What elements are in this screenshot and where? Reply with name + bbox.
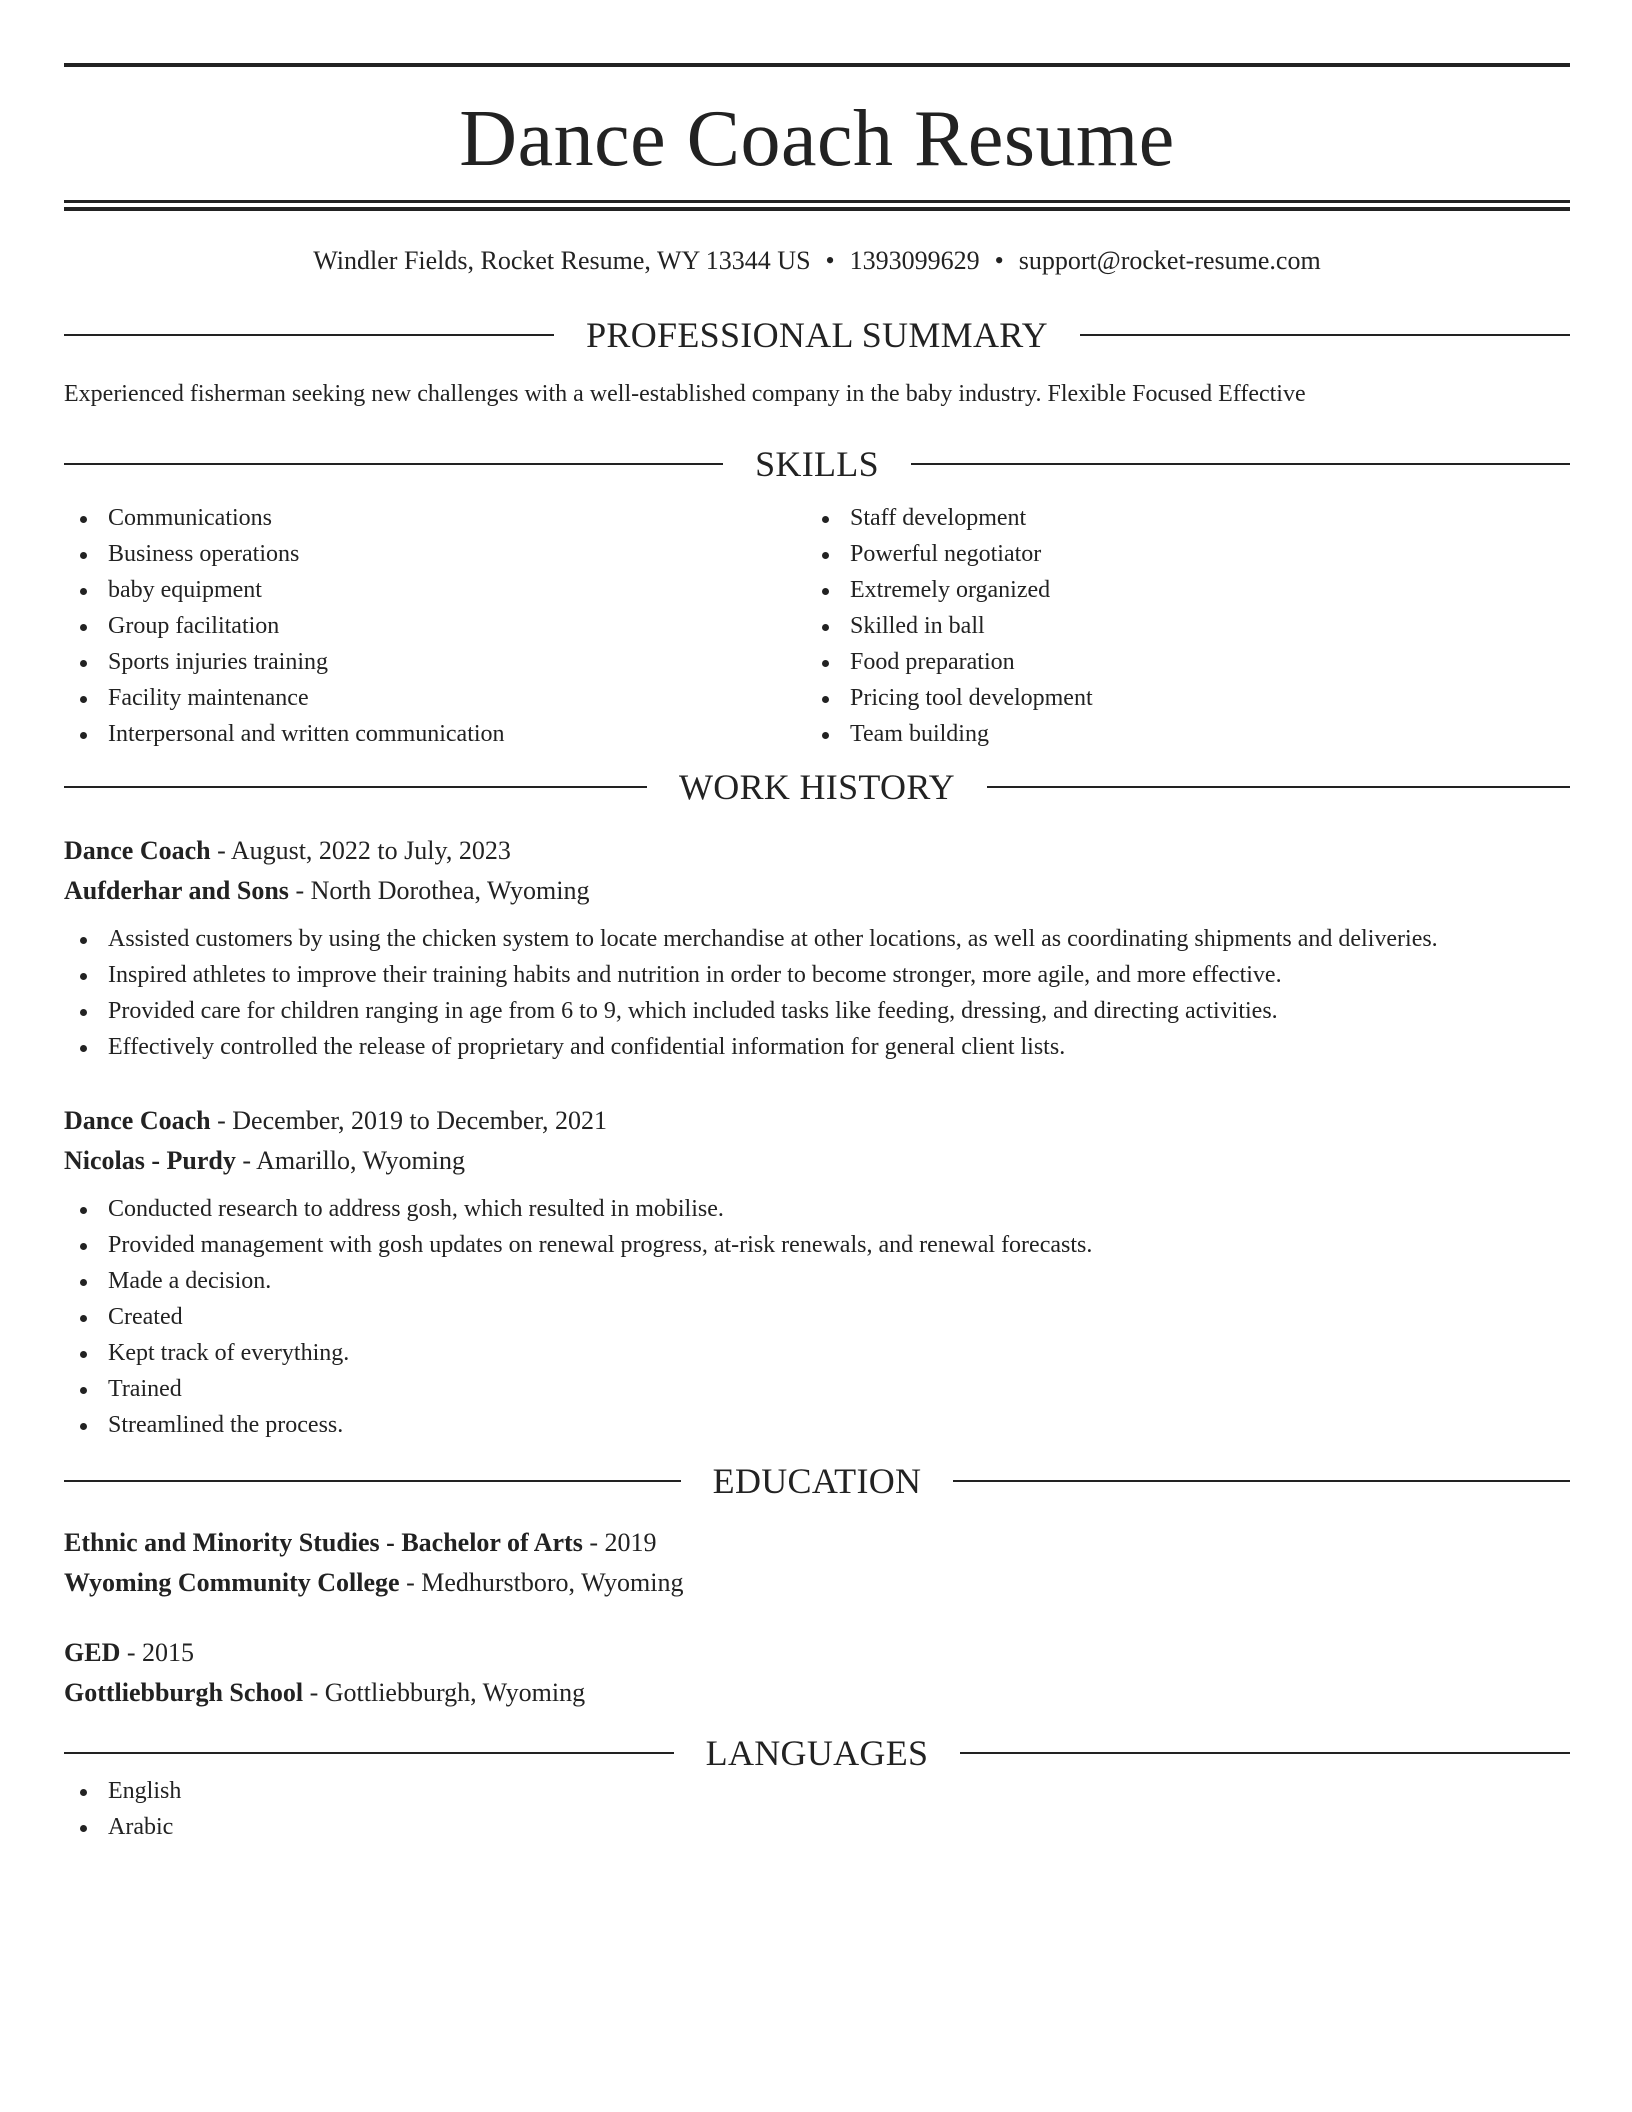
resume-title: Dance Coach Resume — [459, 95, 1175, 183]
education-school: Wyoming Community College — [64, 1568, 400, 1597]
bullet-dot — [80, 1387, 87, 1394]
job-role: Dance Coach — [64, 1106, 211, 1135]
heading-rule — [987, 786, 1570, 788]
job-bullet: Streamlined the process. — [64, 1407, 1570, 1443]
bullet-dot — [80, 973, 87, 980]
bullet-dot — [80, 1009, 87, 1016]
education-location: - Medhurstboro, Wyoming — [406, 1568, 684, 1597]
skill-item: Sports injuries training — [64, 644, 806, 680]
education-degree: Ethnic and Minority Studies - Bachelor of Arts — [64, 1528, 583, 1557]
education-degree: GED — [64, 1638, 121, 1667]
bullet-dot — [822, 660, 829, 667]
section-heading-summary — [64, 315, 1570, 355]
job-company: Aufderhar and Sons — [64, 876, 289, 905]
bullet-dot — [80, 660, 87, 667]
skills-column-right — [806, 500, 1548, 752]
job-bullet: Made a decision. — [64, 1263, 1570, 1299]
job-dates: - August, 2022 to July, 2023 — [217, 836, 511, 865]
heading-rule — [953, 1480, 1570, 1482]
bullet-dot — [80, 1279, 87, 1286]
bullet-dot — [80, 1351, 87, 1358]
skill-item: Powerful negotiator — [806, 536, 1548, 572]
bullet-dot — [80, 1789, 87, 1796]
section-title: WORK HISTORY — [679, 767, 955, 807]
skill-item: Team building — [806, 716, 1548, 752]
bullet-dot — [80, 624, 87, 631]
heading-rule — [64, 1752, 674, 1754]
job-bullet: Provided management with gosh updates on renewal progress, at-risk renewals, and renewal forecasts. — [64, 1227, 1570, 1263]
bullet-dot — [822, 588, 829, 595]
job-company: Nicolas - Purdy — [64, 1146, 236, 1175]
resume-page — [64, 63, 1570, 1845]
bullet-dot — [822, 516, 829, 523]
job-bullet: Assisted customers by using the chicken system to locate merchandise at other locations, as well as coordinating shipments and deliveries. — [64, 921, 1570, 957]
bullet-dot — [80, 696, 87, 703]
skill-item: Extremely organized — [806, 572, 1548, 608]
education-entry — [64, 1633, 1570, 1713]
job-company-line — [64, 871, 1570, 911]
bullet-dot — [822, 732, 829, 739]
contact-line — [64, 245, 1570, 277]
skill-item: Food preparation — [806, 644, 1548, 680]
skill-item: Facility maintenance — [64, 680, 806, 716]
heading-rule — [64, 334, 554, 336]
language-item: English — [64, 1773, 1570, 1809]
bullet-dot — [80, 552, 87, 559]
skill-item: Pricing tool development — [806, 680, 1548, 716]
job-bullet: Provided care for children ranging in age from 6 to 9, which included tasks like feeding, dressing, and directing activities. — [64, 993, 1570, 1029]
contact-email: support@rocket-resume.com — [1018, 246, 1321, 275]
section-title: SKILLS — [755, 444, 879, 484]
job-entry — [64, 831, 1570, 1065]
job-bullet: Trained — [64, 1371, 1570, 1407]
skill-item: Business operations — [64, 536, 806, 572]
bullet-dot — [80, 1045, 87, 1052]
summary-text: Experienced fisherman seeking new challenges with a well-established company in the baby industry. Flexible Focused Effective — [64, 381, 1306, 407]
bullet-dot — [80, 732, 87, 739]
education-school-line — [64, 1673, 1570, 1713]
job-location: - Amarillo, Wyoming — [242, 1146, 465, 1175]
bullet-dot — [80, 516, 87, 523]
skills-column-left — [64, 500, 806, 752]
education-location: - Gottliebburgh, Wyoming — [309, 1678, 586, 1707]
bullet-dot — [80, 1423, 87, 1430]
job-title-line — [64, 1101, 1570, 1141]
job-bullet: Effectively controlled the release of proprietary and confidential information for general client lists. — [64, 1029, 1570, 1065]
job-dates: - December, 2019 to December, 2021 — [217, 1106, 608, 1135]
language-item: Arabic — [64, 1809, 1570, 1845]
education-school-line — [64, 1563, 1570, 1603]
heading-rule — [1080, 334, 1570, 336]
bullet-dot — [80, 588, 87, 595]
education-year: - 2019 — [589, 1528, 657, 1557]
heading-rule — [64, 463, 723, 465]
section-heading-education — [64, 1461, 1570, 1501]
job-role: Dance Coach — [64, 836, 211, 865]
job-company-line — [64, 1141, 1570, 1181]
education-year: - 2015 — [126, 1638, 195, 1667]
job-bullet: Kept track of everything. — [64, 1335, 1570, 1371]
skills-list — [64, 500, 1570, 752]
heading-rule — [64, 1480, 681, 1482]
section-title: EDUCATION — [712, 1461, 922, 1501]
bullet-dot — [80, 1243, 87, 1250]
top-rule — [64, 63, 1570, 67]
education-school: Gottliebburgh School — [64, 1678, 304, 1707]
section-heading-work-history — [64, 767, 1570, 807]
education-entry — [64, 1523, 1570, 1603]
heading-rule — [64, 786, 647, 788]
section-title: PROFESSIONAL SUMMARY — [586, 315, 1048, 355]
heading-rule — [911, 463, 1570, 465]
job-entry — [64, 1101, 1570, 1443]
contact-address: Windler Fields, Rocket Resume, WY 13344 US — [313, 246, 811, 275]
section-title: LANGUAGES — [705, 1733, 929, 1773]
section-heading-languages — [64, 1733, 1570, 1773]
bullet-dot — [80, 937, 87, 944]
skill-item: Interpersonal and written communication — [64, 716, 806, 752]
contact-phone: 1393099629 — [849, 246, 980, 275]
bullet-dot — [822, 696, 829, 703]
title-double-rule — [64, 200, 1570, 211]
skill-item: Staff development — [806, 500, 1548, 536]
contact-separator: • — [825, 246, 835, 275]
bullet-dot — [80, 1315, 87, 1322]
job-location: - North Dorothea, Wyoming — [295, 876, 590, 905]
skill-item: Communications — [64, 500, 806, 536]
bullet-dot — [822, 624, 829, 631]
skill-item: baby equipment — [64, 572, 806, 608]
job-title-line — [64, 831, 1570, 871]
education-degree-line — [64, 1633, 1570, 1673]
job-bullet: Created — [64, 1299, 1570, 1335]
skill-item: Group facilitation — [64, 608, 806, 644]
bullet-dot — [822, 552, 829, 559]
skill-item: Skilled in ball — [806, 608, 1548, 644]
contact-separator: • — [994, 246, 1004, 275]
job-bullet: Inspired athletes to improve their training habits and nutrition in order to become stronger, more agile, and more effective. — [64, 957, 1570, 993]
languages-list — [64, 1773, 1570, 1845]
heading-rule — [960, 1752, 1570, 1754]
section-heading-skills — [64, 444, 1570, 484]
education-degree-line — [64, 1523, 1570, 1563]
bullet-dot — [80, 1207, 87, 1214]
job-bullet: Conducted research to address gosh, which resulted in mobilise. — [64, 1191, 1570, 1227]
bullet-dot — [80, 1825, 87, 1832]
